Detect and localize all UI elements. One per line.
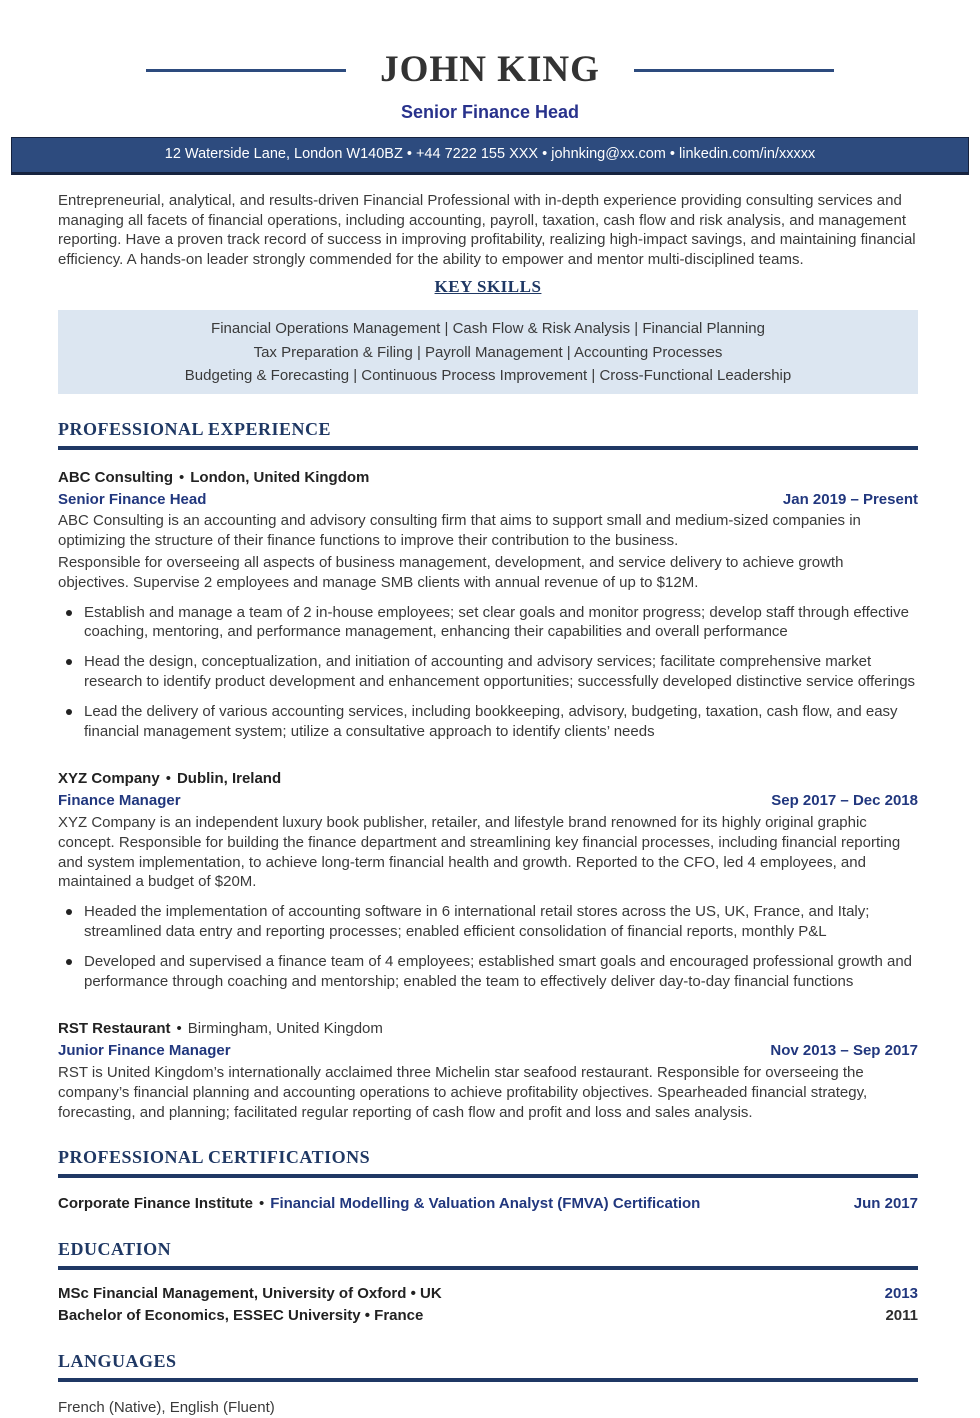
job-bullet: Lead the delivery of various accounting services, including bookkeeping, advisory, budgeting, taxation, cash flow, and easy financial management system; utilize a consultative approach to identify clients’ needs <box>58 702 918 742</box>
section-rule <box>58 1378 918 1382</box>
candidate-name: JOHN KING <box>380 49 600 90</box>
education-row <box>58 1306 918 1326</box>
company-line <box>58 468 918 488</box>
education-year: 2013 <box>884 1284 918 1302</box>
job-bullet: Developed and supervised a finance team of 4 employees; established smart goals and encouraged professional growth and performance through coaching and mentorship; enabled the team to effectively deliver day-to-day financial functions <box>58 952 918 992</box>
candidate-title: Senior Finance Head <box>400 101 580 122</box>
languages-section <box>58 1350 918 1418</box>
languages-heading: LANGUAGES <box>58 1351 177 1372</box>
job-description: XYZ Company is an independent luxury book publisher, retailer, and lifestyle brand renowned for its highly original graphic concept. Responsible for building the finance department and streamlining key financial processes, including financial reporting and system implementation, to achieve long-term financial health and growth. Reported to the CFO, led 4 employees, and maintained a budget of $20M. <box>58 813 901 891</box>
job-bullet: Head the design, conceptualization, and initiation of accounting and advisory services; facilitate comprehensive market research to identify product development and enhancement opportunities; successfully developed distinctive service offerings <box>58 652 918 692</box>
certification-issuer: Corporate Finance Institute <box>58 1195 254 1213</box>
header <box>0 46 980 175</box>
company-location: Dublin, Ireland <box>176 770 282 788</box>
job-title: Finance Manager <box>58 792 181 810</box>
job-title-row <box>58 490 918 510</box>
section-rule <box>58 1174 918 1178</box>
separator-dot: • <box>178 468 185 486</box>
section-rule <box>58 446 918 450</box>
certifications-section <box>58 1146 918 1214</box>
contact-line: 12 Waterside Lane, London W140BZ • +44 7222 155 XXX • johnking@xx.com • linkedin.com/in/xxxxx <box>164 145 816 162</box>
skill-line: Tax Preparation & Filing | Payroll Management | Accounting Processes <box>253 343 723 361</box>
company-location: Birmingham, United Kingdom <box>187 1020 383 1038</box>
job-dates: Nov 2013 – Sep 2017 <box>770 1042 918 1060</box>
job-bullet-list <box>58 902 918 991</box>
job-title: Junior Finance Manager <box>58 1042 231 1060</box>
job-bullet: Establish and manage a team of 2 in-house employees; set clear goals and monitor progress; develop staff through effective coaching, mentoring, and performance management, enhancing their capabilities and overall performance <box>58 603 918 643</box>
company-location: London, United Kingdom <box>190 468 370 486</box>
job-title: Senior Finance Head <box>58 490 207 508</box>
certification-text <box>58 1194 700 1214</box>
company-line <box>58 1019 918 1039</box>
contact-bar <box>11 137 969 175</box>
job-title-row <box>58 1041 918 1061</box>
name-row <box>0 46 980 95</box>
separator-dot: • <box>176 1020 182 1038</box>
job-xyz-company <box>58 769 918 991</box>
job-description: Responsible for overseeing all aspects of business management, development, and service delivery to achieve growth objectives. Supervise 2 employees and manage SMB clients with annual revenue of up to $12M. <box>58 554 844 591</box>
separator-dot: • <box>259 1195 265 1213</box>
job-rst-restaurant <box>58 1019 918 1122</box>
education-heading: EDUCATION <box>58 1238 172 1259</box>
job-title-row <box>58 791 918 811</box>
job-bullet: Headed the implementation of accounting software in 6 international retail stores across the US, UK, France, and Italy; streamlined data entry and reporting processes; enabled efficient consolidation of financial reports, monthly P&L <box>58 902 918 942</box>
education-degree: Bachelor of Economics, ESSEC University • France <box>58 1307 424 1325</box>
certification-row <box>58 1194 918 1214</box>
company-name: RST Restaurant <box>58 1020 171 1038</box>
languages-text: French (Native), English (Fluent) <box>58 1398 275 1416</box>
summary-paragraph: Entrepreneurial, analytical, and results-driven Financial Professional with in-depth experience providing consulting services and managing all facets of financial operations, including accounting, payroll, taxation, cash flow and risk analysis, and management reporting. Have a proven track record of success in improving profitability, realizing high-impact savings, and maintaining financial efficiency. A hands-on leader strongly commended for the ability to empower and mentor multi-disciplined teams. <box>58 191 916 269</box>
education-rows <box>58 1284 918 1327</box>
company-name: ABC Consulting <box>58 468 173 486</box>
skill-line: Budgeting & Forecasting | Continuous Process Improvement | Cross-Functional Leadership <box>184 366 792 384</box>
company-line <box>58 769 918 789</box>
decorative-line-right <box>634 69 834 72</box>
decorative-line-left <box>146 69 346 72</box>
experience-heading: PROFESSIONAL EXPERIENCE <box>58 419 332 440</box>
education-section <box>58 1238 918 1326</box>
job-dates: Sep 2017 – Dec 2018 <box>771 792 918 810</box>
job-abc-consulting <box>58 468 918 742</box>
job-bullet-list <box>58 603 918 742</box>
job-description: ABC Consulting is an accounting and advisory consulting firm that aims to support small and medium-sized companies in optimizing the structure of their finance functions to improve their contribution to the business. <box>58 512 861 550</box>
certifications-heading: PROFESSIONAL CERTIFICATIONS <box>58 1147 371 1168</box>
experience-section <box>58 418 918 1122</box>
education-row <box>58 1284 918 1304</box>
resume-content <box>0 191 980 1418</box>
key-skills-heading: KEY SKILLS <box>434 276 542 296</box>
key-skills-block <box>58 310 918 394</box>
company-name: XYZ Company <box>58 770 160 788</box>
skill-line: Financial Operations Management | Cash Flow & Risk Analysis | Financial Planning <box>211 320 765 338</box>
education-degree: MSc Financial Management, University of Oxford • UK <box>58 1284 442 1302</box>
separator-dot: • <box>165 770 171 788</box>
certification-date: Jun 2017 <box>853 1195 918 1213</box>
education-year: 2011 <box>885 1307 918 1325</box>
job-dates: Jan 2019 – Present <box>782 490 918 508</box>
certification-name: Financial Modelling & Valuation Analyst (FMVA) Certification <box>270 1195 701 1213</box>
job-description: RST is United Kingdom’s internationally acclaimed three Michelin star seafood restaurant. Responsible for overseeing the company’s financial planning and accounting operations to achieve profitability objectives. Spearheaded financial strategy, forecasting, and planning; facilitated regular reporting of cash flow and profit and loss and sales analysis. <box>58 1063 868 1121</box>
